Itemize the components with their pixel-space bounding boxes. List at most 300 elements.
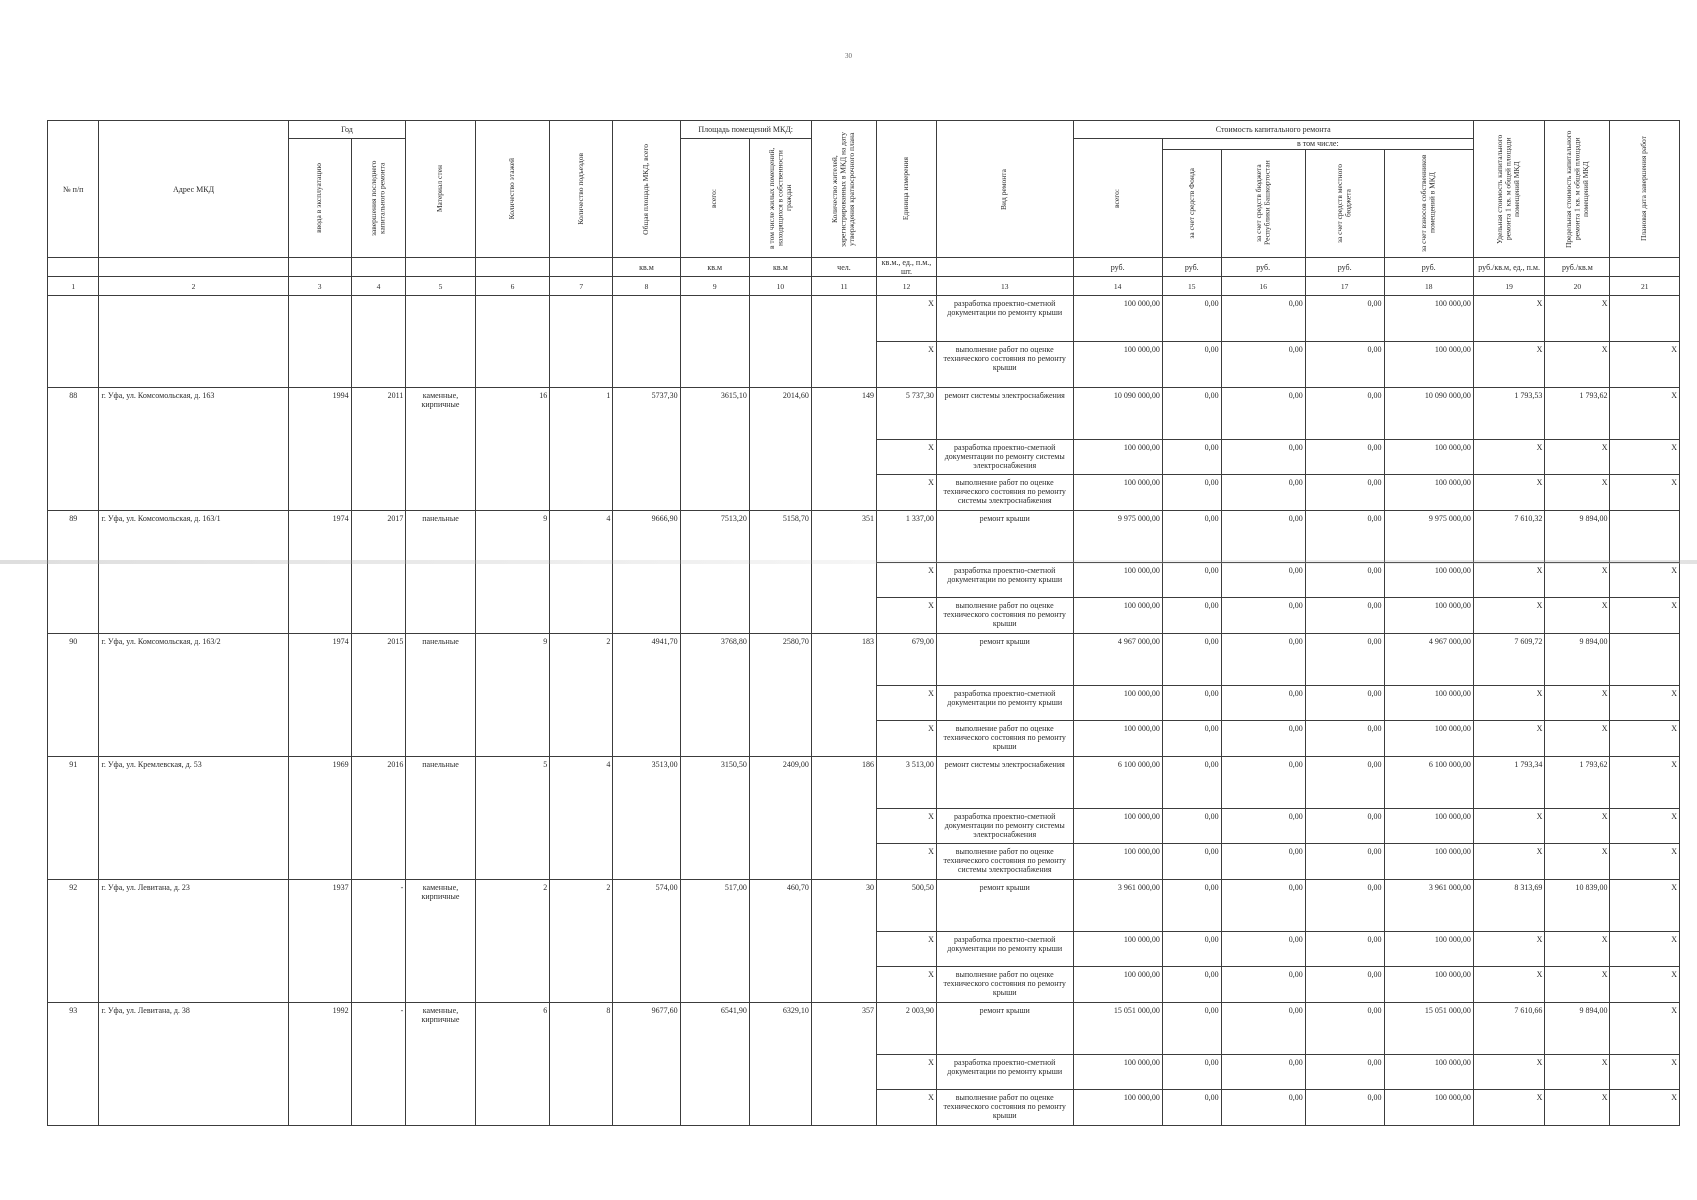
cost-total: 10 090 000,00 <box>1073 388 1162 440</box>
entrances-count: 4 <box>550 511 613 634</box>
deadline: X <box>1610 1003 1680 1055</box>
cost-local-budget: 0,00 <box>1305 809 1384 844</box>
quantity: X <box>877 686 937 721</box>
cost-rb-budget: 0,00 <box>1221 1090 1305 1126</box>
quantity: X <box>877 296 937 342</box>
cost-total: 100 000,00 <box>1073 598 1162 634</box>
house-address: г. Уфа, ул. Кремлевская, д. 53 <box>99 757 288 880</box>
column-number-cell: 11 <box>811 277 876 296</box>
cost-rb-budget: 0,00 <box>1221 440 1305 475</box>
wall-material: панельные <box>406 634 475 757</box>
house-address: г. Уфа, ул. Комсомольская, д. 163 <box>99 388 288 511</box>
header-rb-budget: за счет средств бюджета Республики Башкортостан <box>1221 149 1305 257</box>
residents-count: 183 <box>811 634 876 757</box>
work-type: выполнение работ по оценке технического состояния по ремонту системы электроснабжения <box>936 475 1073 511</box>
cost-local-budget: 0,00 <box>1305 844 1384 880</box>
year-last-repair: 2015 <box>351 634 406 757</box>
premises-area: 3150,50 <box>680 757 749 880</box>
cost-fund: 0,00 <box>1162 844 1221 880</box>
unit-cell <box>99 258 288 277</box>
column-number-cell: 9 <box>680 277 749 296</box>
cost-fund: 0,00 <box>1162 563 1221 598</box>
page-number: 30 <box>845 52 852 60</box>
quantity: X <box>877 967 937 1003</box>
unit-cell: руб. <box>1305 258 1384 277</box>
cost-local-budget: 0,00 <box>1305 634 1384 686</box>
sub-work-row <box>48 296 1680 342</box>
deadline: X <box>1610 1055 1680 1090</box>
residents-count: 30 <box>811 880 876 1003</box>
row-number: 90 <box>48 634 99 757</box>
specific-cost: 7 610,32 <box>1473 511 1544 563</box>
total-area: 4941,70 <box>613 634 680 757</box>
work-type: ремонт крыши <box>936 511 1073 563</box>
work-type: выполнение работ по оценке технического состояния по ремонту крыши <box>936 721 1073 757</box>
house-address: г. Уфа, ул. Левитана, д. 38 <box>99 1003 288 1126</box>
max-cost: X <box>1545 1055 1610 1090</box>
entrances-count: 8 <box>550 1003 613 1126</box>
quantity: X <box>877 1090 937 1126</box>
scan-artifact <box>0 560 1697 564</box>
row-number: 93 <box>48 1003 99 1126</box>
work-type: разработка проектно-сметной документации по ремонту крыши <box>936 686 1073 721</box>
max-cost: X <box>1545 967 1610 1003</box>
quantity: 3 513,00 <box>877 757 937 809</box>
year-commissioning: 1969 <box>288 757 351 880</box>
cost-local-budget: 0,00 <box>1305 563 1384 598</box>
specific-cost: 7 609,72 <box>1473 634 1544 686</box>
unit-cell: руб. <box>1221 258 1305 277</box>
specific-cost: X <box>1473 809 1544 844</box>
cost-total: 100 000,00 <box>1073 1090 1162 1126</box>
house-address: г. Уфа, ул. Комсомольская, д. 163/2 <box>99 634 288 757</box>
floors-count: 6 <box>475 1003 550 1126</box>
cost-rb-budget: 0,00 <box>1221 1003 1305 1055</box>
deadline: X <box>1610 1090 1680 1126</box>
cost-rb-budget: 0,00 <box>1221 475 1305 511</box>
header-fund: за счет средств Фонда <box>1162 149 1221 257</box>
header-unit-measure: Единица измерения <box>877 121 937 258</box>
column-number-cell: 3 <box>288 277 351 296</box>
year-commissioning: 1974 <box>288 511 351 634</box>
cost-rb-budget: 0,00 <box>1221 967 1305 1003</box>
unit-cell: чел. <box>811 258 876 277</box>
specific-cost: X <box>1473 1055 1544 1090</box>
quantity: 5 737,30 <box>877 388 937 440</box>
cost-rb-budget: 0,00 <box>1221 721 1305 757</box>
quantity: X <box>877 809 937 844</box>
work-type: разработка проектно-сметной документации по ремонту крыши <box>936 296 1073 342</box>
cost-rb-budget: 0,00 <box>1221 511 1305 563</box>
cost-fund: 0,00 <box>1162 932 1221 967</box>
column-number-cell: 8 <box>613 277 680 296</box>
entrances-count <box>550 296 613 388</box>
header-entrances: Количество подъездов <box>550 121 613 258</box>
specific-cost: X <box>1473 932 1544 967</box>
specific-cost: X <box>1473 563 1544 598</box>
deadline: X <box>1610 721 1680 757</box>
unit-cell <box>475 258 550 277</box>
max-cost: X <box>1545 932 1610 967</box>
header-work-type: Вид ремонта <box>936 121 1073 258</box>
floors-count: 16 <box>475 388 550 511</box>
cost-local-budget: 0,00 <box>1305 686 1384 721</box>
header-owners: за счет взносов собственников помещений в МКД <box>1384 149 1473 257</box>
specific-cost: X <box>1473 721 1544 757</box>
deadline: X <box>1610 757 1680 809</box>
work-type: разработка проектно-сметной документации по ремонту крыши <box>936 1055 1073 1090</box>
cost-fund: 0,00 <box>1162 634 1221 686</box>
residents-count: 351 <box>811 511 876 634</box>
column-numbers-row <box>48 277 1680 296</box>
cost-owners: 100 000,00 <box>1384 932 1473 967</box>
work-type: разработка проектно-сметной документации по ремонту системы электроснабжения <box>936 440 1073 475</box>
max-cost: X <box>1545 563 1610 598</box>
max-cost: X <box>1545 475 1610 511</box>
specific-cost: X <box>1473 1090 1544 1126</box>
cost-local-budget: 0,00 <box>1305 440 1384 475</box>
cost-fund: 0,00 <box>1162 1003 1221 1055</box>
cost-owners: 6 100 000,00 <box>1384 757 1473 809</box>
house-row <box>48 1003 1680 1055</box>
cost-local-budget: 0,00 <box>1305 1090 1384 1126</box>
cost-rb-budget: 0,00 <box>1221 342 1305 388</box>
quantity: 1 337,00 <box>877 511 937 563</box>
header-specific-cost: Удельная стоимость капитального ремонта 1 кв. м общей площади помещений МКД <box>1473 121 1544 258</box>
cost-rb-budget: 0,00 <box>1221 634 1305 686</box>
specific-cost: X <box>1473 686 1544 721</box>
units-row <box>48 258 1680 277</box>
unit-cell <box>936 258 1073 277</box>
max-cost: X <box>1545 440 1610 475</box>
cost-rb-budget: 0,00 <box>1221 932 1305 967</box>
cost-fund: 0,00 <box>1162 880 1221 932</box>
work-type: ремонт крыши <box>936 1003 1073 1055</box>
total-area: 9666,90 <box>613 511 680 634</box>
cost-local-budget: 0,00 <box>1305 1003 1384 1055</box>
year-last-repair: 2016 <box>351 757 406 880</box>
entrances-count: 2 <box>550 880 613 1003</box>
unit-cell: кв.м <box>613 258 680 277</box>
max-cost: X <box>1545 1090 1610 1126</box>
cost-rb-budget: 0,00 <box>1221 844 1305 880</box>
work-type: ремонт крыши <box>936 880 1073 932</box>
cost-fund: 0,00 <box>1162 686 1221 721</box>
column-number-cell: 5 <box>406 277 475 296</box>
cost-fund: 0,00 <box>1162 388 1221 440</box>
work-type: ремонт системы электроснабжения <box>936 388 1073 440</box>
unit-cell: руб. <box>1073 258 1162 277</box>
work-type: разработка проектно-сметной документации по ремонту крыши <box>936 932 1073 967</box>
year-last-repair: 2017 <box>351 511 406 634</box>
header-max-cost: Предельная стоимость капитального ремонта 1 кв. м общей площади помещений МКД <box>1545 121 1610 258</box>
residential-area: 5158,70 <box>749 511 811 634</box>
column-number-cell: 17 <box>1305 277 1384 296</box>
cost-owners: 4 967 000,00 <box>1384 634 1473 686</box>
work-type: выполнение работ по оценке технического состояния по ремонту крыши <box>936 967 1073 1003</box>
work-type: выполнение работ по оценке технического состояния по ремонту крыши <box>936 1090 1073 1126</box>
specific-cost: X <box>1473 475 1544 511</box>
cost-local-budget: 0,00 <box>1305 967 1384 1003</box>
unit-cell: руб. <box>1162 258 1221 277</box>
max-cost: X <box>1545 721 1610 757</box>
specific-cost: X <box>1473 598 1544 634</box>
house-row <box>48 511 1680 563</box>
column-number-cell: 18 <box>1384 277 1473 296</box>
specific-cost: X <box>1473 967 1544 1003</box>
max-cost: X <box>1545 342 1610 388</box>
cost-total: 100 000,00 <box>1073 563 1162 598</box>
year-commissioning <box>288 296 351 388</box>
max-cost: X <box>1545 686 1610 721</box>
cost-owners: 9 975 000,00 <box>1384 511 1473 563</box>
work-type: выполнение работ по оценке технического состояния по ремонту крыши <box>936 342 1073 388</box>
wall-material: панельные <box>406 511 475 634</box>
cost-owners: 100 000,00 <box>1384 440 1473 475</box>
cost-rb-budget: 0,00 <box>1221 563 1305 598</box>
cost-owners: 100 000,00 <box>1384 844 1473 880</box>
max-cost: 9 894,00 <box>1545 1003 1610 1055</box>
max-cost: X <box>1545 598 1610 634</box>
premises-area <box>680 296 749 388</box>
cost-total: 100 000,00 <box>1073 1055 1162 1090</box>
residents-count: 186 <box>811 757 876 880</box>
header-floors: Количество этажей <box>475 121 550 258</box>
cost-local-budget: 0,00 <box>1305 475 1384 511</box>
quantity: X <box>877 440 937 475</box>
cost-rb-budget: 0,00 <box>1221 809 1305 844</box>
cost-owners: 100 000,00 <box>1384 809 1473 844</box>
header-residents: Количество жителей, зарегистрированных в МКД на дату утверждения краткосрочного плана <box>811 121 876 258</box>
header-year-group: Год <box>288 121 406 139</box>
quantity: X <box>877 1055 937 1090</box>
table-body <box>48 296 1680 1126</box>
cost-rb-budget: 0,00 <box>1221 880 1305 932</box>
quantity: 679,00 <box>877 634 937 686</box>
cost-fund: 0,00 <box>1162 721 1221 757</box>
floors-count: 9 <box>475 634 550 757</box>
deadline: X <box>1610 880 1680 932</box>
cost-fund: 0,00 <box>1162 1055 1221 1090</box>
cost-local-budget: 0,00 <box>1305 1055 1384 1090</box>
cost-local-budget: 0,00 <box>1305 342 1384 388</box>
cost-owners: 10 090 000,00 <box>1384 388 1473 440</box>
column-number-cell: 1 <box>48 277 99 296</box>
capital-repair-plan-table <box>47 120 1680 1126</box>
residential-area <box>749 296 811 388</box>
cost-owners: 100 000,00 <box>1384 686 1473 721</box>
header-cost-group: Стоимость капитального ремонта <box>1073 121 1473 139</box>
specific-cost: X <box>1473 342 1544 388</box>
column-number-cell: 13 <box>936 277 1073 296</box>
cost-fund: 0,00 <box>1162 342 1221 388</box>
column-number-cell: 10 <box>749 277 811 296</box>
column-number-cell: 2 <box>99 277 288 296</box>
cost-fund: 0,00 <box>1162 757 1221 809</box>
deadline: X <box>1610 686 1680 721</box>
cost-local-budget: 0,00 <box>1305 721 1384 757</box>
deadline: X <box>1610 967 1680 1003</box>
wall-material: каменные, кирпичные <box>406 388 475 511</box>
quantity: X <box>877 932 937 967</box>
premises-area: 7513,20 <box>680 511 749 634</box>
floors-count <box>475 296 550 388</box>
year-last-repair <box>351 296 406 388</box>
residents-count: 149 <box>811 388 876 511</box>
cost-total: 100 000,00 <box>1073 809 1162 844</box>
cost-owners: 15 051 000,00 <box>1384 1003 1473 1055</box>
column-number-cell: 16 <box>1221 277 1305 296</box>
total-area <box>613 296 680 388</box>
residential-area: 2409,00 <box>749 757 811 880</box>
cost-rb-budget: 0,00 <box>1221 388 1305 440</box>
unit-cell: кв.м <box>680 258 749 277</box>
total-area: 5737,30 <box>613 388 680 511</box>
column-number-cell: 7 <box>550 277 613 296</box>
total-area: 574,00 <box>613 880 680 1003</box>
cost-owners: 100 000,00 <box>1384 296 1473 342</box>
deadline: X <box>1610 342 1680 388</box>
column-number-cell: 20 <box>1545 277 1610 296</box>
cost-rb-budget: 0,00 <box>1221 686 1305 721</box>
cost-total: 4 967 000,00 <box>1073 634 1162 686</box>
cost-local-budget: 0,00 <box>1305 932 1384 967</box>
floors-count: 2 <box>475 880 550 1003</box>
cost-total: 100 000,00 <box>1073 932 1162 967</box>
cost-local-budget: 0,00 <box>1305 511 1384 563</box>
cost-rb-budget: 0,00 <box>1221 1055 1305 1090</box>
deadline: X <box>1610 475 1680 511</box>
cost-fund: 0,00 <box>1162 296 1221 342</box>
max-cost: 9 894,00 <box>1545 511 1610 563</box>
unit-cell: руб. <box>1384 258 1473 277</box>
deadline: X <box>1610 844 1680 880</box>
residential-area: 2014,60 <box>749 388 811 511</box>
max-cost: X <box>1545 809 1610 844</box>
cost-total: 100 000,00 <box>1073 440 1162 475</box>
cost-owners: 100 000,00 <box>1384 721 1473 757</box>
specific-cost: X <box>1473 844 1544 880</box>
cost-fund: 0,00 <box>1162 598 1221 634</box>
column-number-cell: 12 <box>877 277 937 296</box>
cost-owners: 100 000,00 <box>1384 1090 1473 1126</box>
year-commissioning: 1992 <box>288 1003 351 1126</box>
header-year-last-repair: завершения последнего капитального ремонта <box>351 139 406 258</box>
header-cost-total: всего: <box>1073 139 1162 258</box>
floors-count: 5 <box>475 757 550 880</box>
header-year-commissioning: ввода в эксплуатацию <box>288 139 351 258</box>
year-commissioning: 1974 <box>288 634 351 757</box>
deadline: X <box>1610 598 1680 634</box>
work-type: ремонт крыши <box>936 634 1073 686</box>
cost-local-budget: 0,00 <box>1305 880 1384 932</box>
cost-owners: 100 000,00 <box>1384 563 1473 598</box>
header-local-budget: за счет средств местного бюджета <box>1305 149 1384 257</box>
row-number <box>48 296 99 388</box>
unit-cell <box>48 258 99 277</box>
cost-owners: 100 000,00 <box>1384 475 1473 511</box>
house-row <box>48 388 1680 440</box>
premises-area: 3768,80 <box>680 634 749 757</box>
wall-material: каменные, кирпичные <box>406 1003 475 1126</box>
deadline: X <box>1610 932 1680 967</box>
cost-local-budget: 0,00 <box>1305 757 1384 809</box>
house-address <box>99 296 288 388</box>
header-premises-area-group: Площадь помещений МКД: <box>680 121 811 139</box>
cost-fund: 0,00 <box>1162 1090 1221 1126</box>
unit-cell <box>406 258 475 277</box>
max-cost: X <box>1545 296 1610 342</box>
unit-cell <box>1610 258 1680 277</box>
column-number-cell: 4 <box>351 277 406 296</box>
specific-cost: 8 313,69 <box>1473 880 1544 932</box>
specific-cost: 1 793,53 <box>1473 388 1544 440</box>
entrances-count: 2 <box>550 634 613 757</box>
unit-cell <box>288 258 351 277</box>
deadline: X <box>1610 388 1680 440</box>
cost-local-budget: 0,00 <box>1305 598 1384 634</box>
quantity: X <box>877 721 937 757</box>
cost-owners: 3 961 000,00 <box>1384 880 1473 932</box>
premises-area: 3615,10 <box>680 388 749 511</box>
column-number-cell: 6 <box>475 277 550 296</box>
cost-fund: 0,00 <box>1162 511 1221 563</box>
entrances-count: 1 <box>550 388 613 511</box>
cost-total: 100 000,00 <box>1073 342 1162 388</box>
year-last-repair: - <box>351 880 406 1003</box>
row-number: 92 <box>48 880 99 1003</box>
cost-total: 100 000,00 <box>1073 721 1162 757</box>
deadline <box>1610 634 1680 686</box>
quantity: 2 003,90 <box>877 1003 937 1055</box>
cost-total: 6 100 000,00 <box>1073 757 1162 809</box>
column-number-cell: 19 <box>1473 277 1544 296</box>
header-wall-material: Материал стен <box>406 121 475 258</box>
house-address: г. Уфа, ул. Левитана, д. 23 <box>99 880 288 1003</box>
row-number: 91 <box>48 757 99 880</box>
unit-cell: руб./кв.м, ед., п.м. <box>1473 258 1544 277</box>
cost-owners: 100 000,00 <box>1384 342 1473 388</box>
residential-area: 460,70 <box>749 880 811 1003</box>
year-commissioning: 1994 <box>288 388 351 511</box>
work-type: выполнение работ по оценке технического состояния по ремонту системы электроснабжения <box>936 844 1073 880</box>
header-address: Адрес МКД <box>99 121 288 258</box>
cost-rb-budget: 0,00 <box>1221 296 1305 342</box>
header-no: № п/п <box>48 121 99 258</box>
year-last-repair: 2011 <box>351 388 406 511</box>
deadline <box>1610 296 1680 342</box>
wall-material: каменные, кирпичные <box>406 880 475 1003</box>
cost-fund: 0,00 <box>1162 440 1221 475</box>
wall-material: панельные <box>406 757 475 880</box>
premises-area: 6541,90 <box>680 1003 749 1126</box>
specific-cost: 1 793,34 <box>1473 757 1544 809</box>
unit-cell: кв.м., ед., п.м., шт. <box>877 258 937 277</box>
quantity: X <box>877 598 937 634</box>
cost-total: 100 000,00 <box>1073 844 1162 880</box>
deadline <box>1610 511 1680 563</box>
house-row <box>48 634 1680 686</box>
cost-owners: 100 000,00 <box>1384 598 1473 634</box>
cost-local-budget: 0,00 <box>1305 388 1384 440</box>
cost-total: 100 000,00 <box>1073 296 1162 342</box>
header-deadline: Плановая дата завершения работ <box>1610 121 1680 258</box>
column-number-cell: 15 <box>1162 277 1221 296</box>
quantity: X <box>877 844 937 880</box>
cost-total: 100 000,00 <box>1073 967 1162 1003</box>
header-total-area: Общая площадь МКД, всего <box>613 121 680 258</box>
year-commissioning: 1937 <box>288 880 351 1003</box>
